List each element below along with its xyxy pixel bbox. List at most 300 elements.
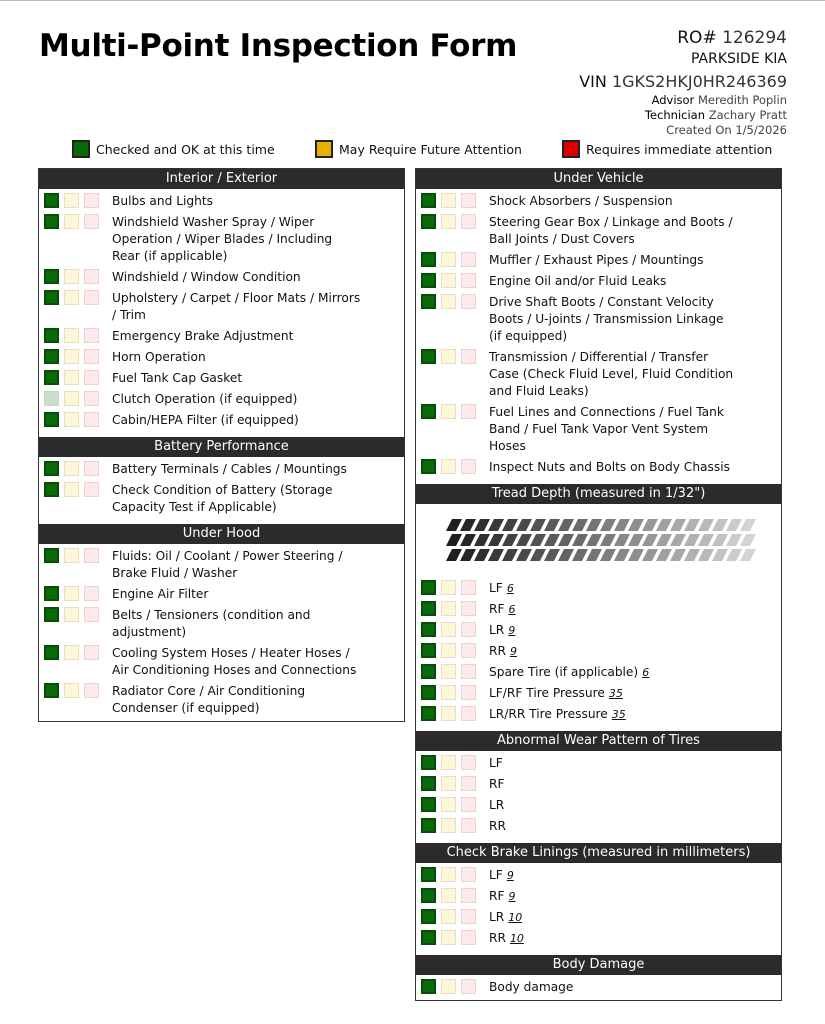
ok-checkbox[interactable] [44,548,59,563]
status-boxes [421,755,481,770]
section-header-battery-performance: Battery Performance [39,437,404,457]
item-text: RR [489,819,506,833]
item-text: RF [489,889,505,903]
ok-checkbox[interactable] [421,404,436,419]
list-item [39,286,404,324]
status-boxes [44,482,104,497]
item-text: Bulbs and Lights [112,194,213,208]
item-label [104,269,362,286]
status-boxes [421,273,481,288]
status-boxes [421,888,481,903]
item-text: LF [489,756,503,770]
tread-segment [712,534,728,546]
tread-segment [600,534,616,546]
ok-checkbox[interactable] [421,294,436,309]
page-title: Multi-Point Inspection Form [39,28,518,64]
tread-segment [740,534,756,546]
tread-segment [684,519,700,531]
tread-segment [572,534,588,546]
item-value: 9 [506,869,514,882]
future-attention-checkbox[interactable] [441,643,456,658]
ok-checkbox[interactable] [421,193,436,208]
future-attention-checkbox[interactable] [441,580,456,595]
ok-checkbox[interactable] [421,580,436,595]
future-attention-checkbox[interactable] [441,685,456,700]
tread-segment [628,549,644,561]
immediate-attention-checkbox[interactable] [84,269,99,284]
future-attention-checkbox[interactable] [64,412,79,427]
list-item [416,639,781,660]
item-label [481,706,739,723]
ok-checkbox[interactable] [421,818,436,833]
future-attention-checkbox[interactable] [64,370,79,385]
advisor-name: Meredith Poplin [697,93,787,107]
item-label [481,930,739,947]
status-boxes [421,979,481,994]
item-label [481,273,739,290]
ok-checkbox[interactable] [44,349,59,364]
ok-checkbox[interactable] [44,214,59,229]
item-label [481,818,739,835]
immediate-attention-checkbox[interactable] [84,349,99,364]
tread-segment [460,534,476,546]
immediate-attention-checkbox[interactable] [84,290,99,305]
immediate-attention-checkbox[interactable] [461,580,476,595]
created-date: 1/5/2026 [735,123,787,137]
tread-segment [502,519,518,531]
tread-segment [488,534,504,546]
tread-segment [530,519,546,531]
item-label [104,548,362,582]
item-label [481,580,739,597]
ok-checkbox[interactable] [44,193,59,208]
immediate-attention-checkbox[interactable] [461,404,476,419]
tread-segment [530,549,546,561]
item-text: Shock Absorbers / Suspension [489,194,673,208]
list-item [416,210,781,248]
future-attention-checkbox[interactable] [64,290,79,305]
future-attention-checkbox[interactable] [64,683,79,698]
status-boxes [421,685,481,700]
section-spacer [416,476,781,480]
tread-segment [558,534,574,546]
item-text: RF [489,777,505,791]
item-label [481,755,739,772]
immediate-attention-checkbox[interactable] [461,601,476,616]
item-label [104,328,362,345]
status-boxes [421,776,481,791]
ok-checkbox[interactable] [421,664,436,679]
item-text: Battery Terminals / Cables / Mountings [112,462,347,476]
immediate-attention-checkbox[interactable] [461,776,476,791]
item-text: LR [489,910,505,924]
item-text: Emergency Brake Adjustment [112,329,294,343]
section-spacer [416,947,781,951]
list-item [39,324,404,345]
list-item [416,751,781,772]
tread-segment [614,534,630,546]
item-label [481,909,739,926]
ok-checkbox[interactable] [421,755,436,770]
future-attention-checkbox[interactable] [441,755,456,770]
future-attention-checkbox[interactable] [441,294,456,309]
item-text: LF/RF Tire Pressure [489,686,605,700]
ok-checkbox[interactable] [421,643,436,658]
immediate-attention-checkbox[interactable] [461,979,476,994]
item-text: Windshield Washer Spray / Wiper Operation / Wiper Blades / Including Rear (if applicable) [112,215,333,263]
legend-immediate [562,140,772,158]
item-label [104,214,362,265]
ok-checkbox[interactable] [44,482,59,497]
future-attention-checkbox[interactable] [64,269,79,284]
list-item [416,884,781,905]
future-attention-checkbox[interactable] [64,349,79,364]
list-item [416,597,781,618]
tread-segment [586,519,602,531]
created-label: Created On [666,123,732,137]
immediate-attention-checkbox[interactable] [461,214,476,229]
item-value: 6 [642,666,650,679]
future-attention-checkbox[interactable] [441,664,456,679]
future-attention-checkbox[interactable] [64,461,79,476]
item-text: Fuel Lines and Connections / Fuel Tank Band / Fuel Tank Vapor Vent System Hoses [489,405,724,453]
status-boxes [421,214,481,229]
future-attention-checkbox[interactable] [441,349,456,364]
item-text: Cabin/HEPA Filter (if equipped) [112,413,299,427]
item-text: Upholstery / Carpet / Floor Mats / Mirrors / Trim [112,291,361,322]
future-attention-checkbox[interactable] [441,888,456,903]
ok-checkbox[interactable] [421,930,436,945]
immediate-attention-checkbox[interactable] [461,252,476,267]
immediate-attention-checkbox[interactable] [461,459,476,474]
item-label [481,888,739,905]
immediate-attention-checkbox[interactable] [461,888,476,903]
future-attention-checkbox[interactable] [64,548,79,563]
tread-segment [460,549,476,561]
future-attention-checkbox[interactable] [64,607,79,622]
ok-checkbox[interactable] [421,622,436,637]
tread-segment [544,549,560,561]
list-item [416,455,781,476]
tread-segment [516,534,532,546]
immediate-attention-checkbox[interactable] [84,412,99,427]
item-label [481,193,739,210]
immediate-attention-checkbox[interactable] [84,391,99,406]
section-spacer [39,429,404,433]
tread-segment [516,519,532,531]
list-item [39,582,404,603]
item-label [481,622,739,639]
immediate-attention-checkbox[interactable] [84,548,99,563]
immediate-attention-checkbox[interactable] [84,193,99,208]
item-label [104,683,362,717]
future-attention-checkbox[interactable] [441,706,456,721]
technician-label: Technician [644,108,706,122]
status-boxes [421,622,481,637]
item-text: Horn Operation [112,350,206,364]
ok-checkbox[interactable] [44,391,59,406]
future-attention-checkbox[interactable] [441,818,456,833]
list-item [416,793,781,814]
tread-segment [572,519,588,531]
item-label [481,601,739,618]
immediate-attention-checkbox[interactable] [461,273,476,288]
legend-immediate-swatch [562,140,580,158]
status-boxes [44,461,104,476]
future-attention-checkbox[interactable] [441,867,456,882]
ro-label: RO# [677,28,717,48]
immediate-attention-checkbox[interactable] [84,607,99,622]
tread-segment [530,534,546,546]
ok-checkbox[interactable] [44,328,59,343]
status-boxes [44,607,104,622]
immediate-attention-checkbox[interactable] [461,755,476,770]
item-text: RR [489,644,506,658]
list-item [39,641,404,679]
future-attention-checkbox[interactable] [441,459,456,474]
immediate-attention-checkbox[interactable] [84,645,99,660]
immediate-attention-checkbox[interactable] [461,664,476,679]
list-item [416,618,781,639]
ok-checkbox[interactable] [44,683,59,698]
ok-checkbox[interactable] [421,909,436,924]
future-attention-checkbox[interactable] [64,214,79,229]
future-attention-checkbox[interactable] [441,930,456,945]
immediate-attention-checkbox[interactable] [461,643,476,658]
advisor-label: Advisor [651,93,695,107]
immediate-attention-checkbox[interactable] [84,586,99,601]
tread-segment [502,549,518,561]
future-attention-checkbox[interactable] [441,273,456,288]
section-header-body-damage: Body Damage [416,955,781,975]
advisor-line [579,93,787,108]
tread-segment [544,519,560,531]
ok-checkbox[interactable] [421,252,436,267]
future-attention-checkbox[interactable] [441,979,456,994]
status-boxes [421,404,481,419]
list-item [39,210,404,265]
future-attention-checkbox[interactable] [64,391,79,406]
item-label [481,979,739,996]
status-boxes [421,706,481,721]
list-item [39,265,404,286]
tread-segment [712,549,728,561]
ok-checkbox[interactable] [44,269,59,284]
immediate-attention-checkbox[interactable] [461,930,476,945]
ok-checkbox[interactable] [44,586,59,601]
section-header-interior-exterior: Interior / Exterior [39,169,404,189]
list-item [416,269,781,290]
future-attention-checkbox[interactable] [64,193,79,208]
tread-segment [726,549,742,561]
tread-segment [614,519,630,531]
status-boxes [44,412,104,427]
immediate-attention-checkbox[interactable] [461,706,476,721]
status-boxes [44,193,104,208]
item-label [481,294,739,345]
item-value: 9 [509,645,517,658]
item-label [104,645,362,679]
item-text: Drive Shaft Boots / Constant Velocity Boots / U-joints / Transmission Linkage (if equipped) [489,295,724,343]
status-boxes [44,269,104,284]
future-attention-checkbox[interactable] [64,586,79,601]
status-boxes [421,580,481,595]
ok-checkbox[interactable] [44,461,59,476]
ok-checkbox[interactable] [44,412,59,427]
tread-segment [600,519,616,531]
future-attention-checkbox[interactable] [64,482,79,497]
section-spacer [39,516,404,520]
item-text: Body damage [489,980,574,994]
ok-checkbox[interactable] [421,797,436,812]
tread-segment [726,519,742,531]
tread-segment [656,549,672,561]
ok-checkbox[interactable] [44,645,59,660]
tread-segment [628,519,644,531]
item-text: RR [489,931,506,945]
item-text: LF [489,581,503,595]
item-label [481,404,739,455]
item-text: Check Condition of Battery (Storage Capacity Test if Applicable) [112,483,333,514]
immediate-attention-checkbox[interactable] [84,461,99,476]
list-item [416,400,781,455]
immediate-attention-checkbox[interactable] [461,349,476,364]
status-boxes [44,391,104,406]
ok-checkbox[interactable] [421,459,436,474]
ok-checkbox[interactable] [421,706,436,721]
ro-line [579,27,787,49]
tread-segment [516,549,532,561]
tread-segment [600,549,616,561]
status-boxes [421,664,481,679]
tread-segment [586,534,602,546]
item-value: 9 [508,890,516,903]
ok-checkbox[interactable] [421,349,436,364]
item-label [481,776,739,793]
header-info [579,27,787,138]
future-attention-checkbox[interactable] [441,601,456,616]
status-boxes [44,328,104,343]
status-boxes [44,370,104,385]
ok-checkbox[interactable] [421,979,436,994]
future-attention-checkbox[interactable] [441,622,456,637]
item-text: Engine Air Filter [112,587,209,601]
section-header-tread-depth-measured-in-1-32: Tread Depth (measured in 1/32") [416,484,781,504]
ok-checkbox[interactable] [421,214,436,229]
status-boxes [421,643,481,658]
future-attention-checkbox[interactable] [441,776,456,791]
tread-segment [446,519,462,531]
item-value: 10 [509,932,524,945]
future-attention-checkbox[interactable] [64,645,79,660]
immediate-attention-checkbox[interactable] [461,909,476,924]
future-attention-checkbox[interactable] [441,909,456,924]
ok-checkbox[interactable] [421,601,436,616]
immediate-attention-checkbox[interactable] [461,818,476,833]
list-item [416,290,781,345]
future-attention-checkbox[interactable] [64,328,79,343]
tread-segment [614,549,630,561]
item-label [104,290,362,324]
item-value: 10 [508,911,523,924]
tread-segment [544,534,560,546]
ok-checkbox[interactable] [421,888,436,903]
immediate-attention-checkbox[interactable] [84,214,99,229]
item-label [104,193,362,210]
immediate-attention-checkbox[interactable] [84,370,99,385]
immediate-attention-checkbox[interactable] [461,685,476,700]
tread-segment [474,534,490,546]
item-text: Fluids: Oil / Coolant / Power Steering / Brake Fluid / Washer [112,549,343,580]
immediate-attention-checkbox[interactable] [461,797,476,812]
ok-checkbox[interactable] [421,776,436,791]
status-boxes [421,349,481,364]
immediate-attention-checkbox[interactable] [461,622,476,637]
legend-future-label: May Require Future Attention [339,141,522,157]
section-header-under-hood: Under Hood [39,524,404,544]
ok-checkbox[interactable] [421,273,436,288]
list-item [416,702,781,723]
status-boxes [44,645,104,660]
item-label [481,459,739,476]
immediate-attention-checkbox[interactable] [461,294,476,309]
future-attention-checkbox[interactable] [441,404,456,419]
item-text: LR [489,623,505,637]
tread-segment [712,519,728,531]
immediate-attention-checkbox[interactable] [84,328,99,343]
tread-segment [740,519,756,531]
tread-depth-chart [416,504,781,576]
future-attention-checkbox[interactable] [441,252,456,267]
status-boxes [421,459,481,474]
section-spacer [416,835,781,839]
list-item [416,660,781,681]
immediate-attention-checkbox[interactable] [84,683,99,698]
list-item [416,863,781,884]
future-attention-checkbox[interactable] [441,193,456,208]
status-boxes [44,290,104,305]
future-attention-checkbox[interactable] [441,214,456,229]
future-attention-checkbox[interactable] [441,797,456,812]
status-boxes [44,586,104,601]
item-text: RF [489,602,505,616]
ok-checkbox[interactable] [44,290,59,305]
tread-segment [740,549,756,561]
immediate-attention-checkbox[interactable] [461,867,476,882]
ok-checkbox[interactable] [44,370,59,385]
ok-checkbox[interactable] [421,685,436,700]
tread-segment [656,534,672,546]
immediate-attention-checkbox[interactable] [84,482,99,497]
status-boxes [44,683,104,698]
ok-checkbox[interactable] [44,607,59,622]
ok-checkbox[interactable] [421,867,436,882]
list-item [416,905,781,926]
item-label [104,370,362,387]
status-boxes [421,818,481,833]
tread-segment [628,534,644,546]
tread-segment [698,534,714,546]
status-boxes [421,252,481,267]
left-column [38,168,405,722]
item-label [104,349,362,366]
immediate-attention-checkbox[interactable] [461,193,476,208]
technician-line [579,108,787,123]
item-text: LR [489,798,505,812]
tread-segment [670,519,686,531]
tread-segment [698,519,714,531]
status-boxes [44,349,104,364]
